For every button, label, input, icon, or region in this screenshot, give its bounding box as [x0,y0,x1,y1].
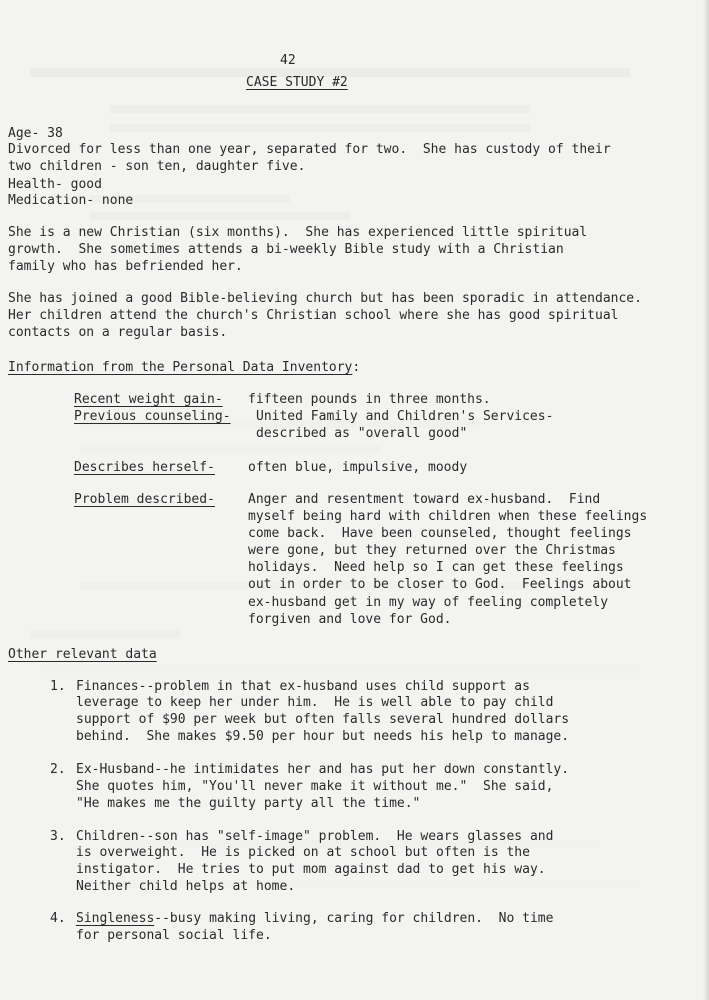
paragraph-2-line: She has joined a good Bible-believing church but has been sporadic in attendance. [8,291,642,306]
item-line: "He makes me the guilty party all the time." [76,796,421,811]
item-number: 1. [50,679,66,694]
herself-value: often blue, impulsive, moody [248,460,468,475]
problem-line: ex-husband get in my way of feeling completely [248,595,609,610]
paragraph-2-line: contacts on a regular basis. [8,325,228,340]
item-line: instigator. He tries to put mom against dad to get his way. [76,862,546,877]
item-line [76,910,553,927]
problem-line: forgiven and love for God. [248,612,452,627]
problem-line: Anger and resentment toward ex-husband. Find [248,492,601,507]
counseling-label: Previous counseling- [74,409,231,424]
problem-line: out in order to be closer to God. Feelings about [248,577,632,592]
item-line: for personal social life. [76,928,272,943]
item-line: Neither child helps at home. [76,879,296,894]
pdi-heading [8,359,360,376]
item-line: Finances--problem in that ex-husband uses child support as [76,679,530,694]
singleness-text: --busy making living, caring for children. No time [154,911,554,926]
page-edge-shadow [703,0,709,1000]
paragraph-1-line: growth. She sometimes attends a bi-weekly Bible study with a Christian [8,242,564,257]
problem-line: come back. Have been counseled, thought feelings [248,526,632,541]
weight-value: fifteen pounds in three months. [248,392,491,407]
item-line: support of $90 per week but often falls several hundred dollars [76,712,570,727]
item-number: 2. [50,762,66,777]
divorce-line-1: Divorced for less than one year, separated for two. She has custody of their [8,142,611,157]
page-number: 42 [280,53,296,68]
counseling-value-1: United Family and Children's Services- [256,409,554,424]
page-title: CASE STUDY #2 [246,75,348,90]
item-line: She quotes him, "You'll never make it without me." She said, [76,779,554,794]
problem-label: Problem described- [74,492,215,507]
item-line: is overweight. He is picked on at school but often is the [76,845,530,860]
problem-line: holidays. Need help so I can get these feelings [248,560,624,575]
counseling-value-2: described as "overall good" [256,426,468,441]
health-line: Health- good [8,177,102,192]
age-line: Age- 38 [8,126,63,141]
weight-label: Recent weight gain- [74,392,223,407]
item-number: 3. [50,829,66,844]
paragraph-1-line: family who has befriended her. [8,259,243,274]
item-line: behind. She makes $9.50 per hour but needs his help to manage. [76,729,570,744]
item-line: Children--son has "self-image" problem. He wears glasses and [76,829,554,844]
pdi-heading-text: Information from the Personal Data Inventory [8,360,353,375]
medication-line: Medication- none [8,193,134,208]
paragraph-2-line: Her children attend the church's Christian school where she has good spiritual [8,308,619,323]
herself-label: Describes herself- [74,460,215,475]
item-number: 4. [50,911,66,926]
item-line: Ex-Husband--he intimidates her and has put her down constantly. [76,762,570,777]
divorce-line-2: two children - son ten, daughter five. [8,159,306,174]
other-heading: Other relevant data [8,647,157,662]
pdi-heading-colon: : [352,360,361,375]
problem-line: myself being hard with children when these feelings [248,509,648,524]
item-line: leverage to keep her under him. He is well able to pay child [76,695,554,710]
paragraph-1-line: She is a new Christian (six months). She has experienced little spiritual [8,225,588,240]
problem-line: were gone, but they returned over the Christmas [248,543,616,558]
singleness-term: Singleness [76,911,155,926]
